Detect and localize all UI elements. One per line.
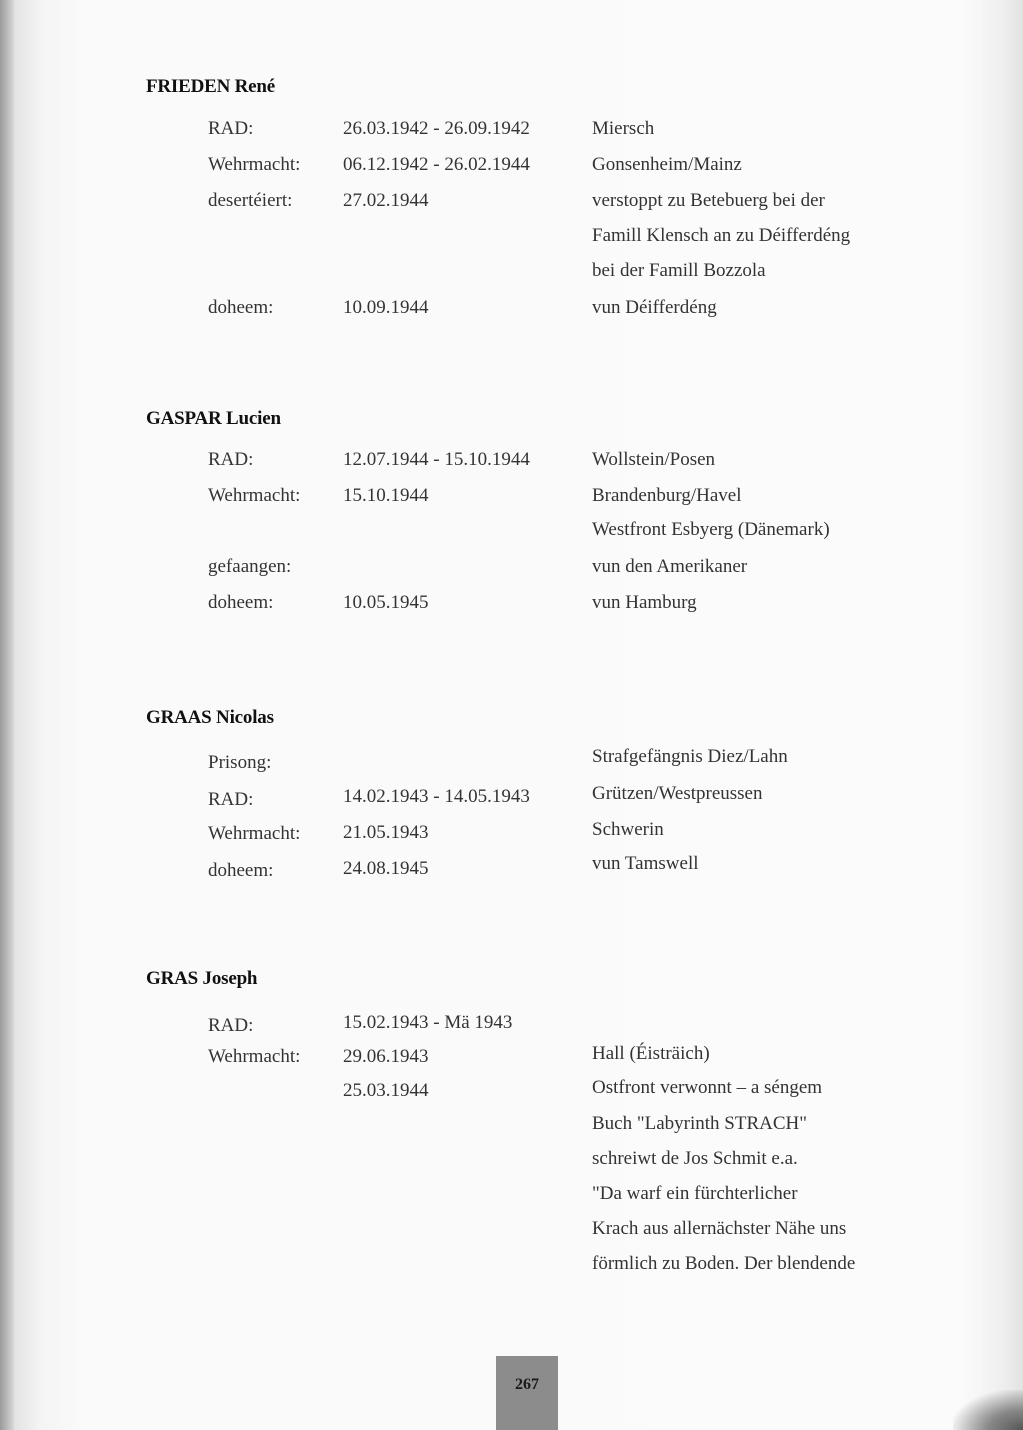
row-place: vun Déifferdéng — [592, 297, 717, 318]
record-row — [0, 260, 1023, 296]
row-date: 14.02.1943 - 14.05.1943 — [343, 786, 530, 807]
person-name: FRIEDEN René — [146, 76, 276, 97]
record-row — [0, 746, 1023, 782]
row-label: Wehrmacht: — [208, 154, 301, 175]
row-label: desertéiert: — [208, 190, 293, 211]
row-label: RAD: — [208, 118, 254, 139]
row-label: doheem: — [208, 860, 274, 881]
record-row — [0, 1183, 1023, 1219]
row-date: 10.05.1945 — [343, 592, 429, 613]
row-place: vun den Amerikaner — [592, 556, 748, 577]
record-row — [0, 592, 1023, 628]
row-place: Gonsenheim/Mainz — [592, 154, 742, 175]
row-date: 27.02.1944 — [343, 190, 429, 211]
record-row — [0, 556, 1023, 592]
row-date: 24.08.1945 — [343, 858, 429, 879]
record-row — [0, 519, 1023, 555]
row-place: "Da warf ein fürchterlicher — [592, 1183, 798, 1204]
row-place: schreiwt de Jos Schmit e.a. — [592, 1148, 798, 1169]
record-row — [0, 1043, 1023, 1079]
person-name: GASPAR Lucien — [146, 408, 281, 429]
record-row — [0, 297, 1023, 333]
row-date: 12.07.1944 - 15.10.1944 — [343, 449, 530, 470]
row-place: Buch "Labyrinth STRACH" — [592, 1113, 808, 1134]
row-place: Schwerin — [592, 819, 664, 840]
record-row — [0, 190, 1023, 226]
record-row — [0, 485, 1023, 521]
record-row — [0, 1148, 1023, 1184]
row-place: Westfront Esbyerg (Dänemark) — [592, 519, 830, 540]
page-corner-shadow — [953, 1390, 1023, 1430]
record-row — [0, 225, 1023, 261]
row-label: Wehrmacht: — [208, 485, 301, 506]
row-date: 15.10.1944 — [343, 485, 429, 506]
row-place: Wollstein/Posen — [592, 449, 716, 470]
page-number: 267 — [496, 1356, 558, 1430]
row-label: RAD: — [208, 789, 254, 810]
record-row — [0, 783, 1023, 819]
row-place: Ostfront verwonnt – a séngem — [592, 1077, 823, 1098]
row-place: Miersch — [592, 118, 655, 139]
person-name: GRAS Joseph — [146, 968, 258, 989]
row-place: Brandenburg/Havel — [592, 485, 742, 506]
row-date: 15.02.1943 - Mä 1943 — [343, 1012, 513, 1033]
person-name: GRAAS Nicolas — [146, 707, 274, 728]
row-date: 06.12.1942 - 26.02.1944 — [343, 154, 530, 175]
row-label: RAD: — [208, 1015, 254, 1036]
row-label: Wehrmacht: — [208, 823, 301, 844]
record-row — [0, 1253, 1023, 1289]
row-place: Hall (Éisträich) — [592, 1043, 710, 1064]
row-date: 10.09.1944 — [343, 297, 429, 318]
row-place: Krach aus allernächster Nähe uns — [592, 1218, 847, 1239]
row-place: bei der Famill Bozzola — [592, 260, 766, 281]
record-row — [0, 1113, 1023, 1149]
record-row — [0, 1077, 1023, 1113]
row-date: 21.05.1943 — [343, 822, 429, 843]
row-label: Wehrmacht: — [208, 1046, 301, 1067]
record-row — [0, 118, 1023, 154]
row-place: förmlich zu Boden. Der blendende — [592, 1253, 856, 1274]
row-label: doheem: — [208, 297, 274, 318]
row-place: Famill Klensch an zu Déifferdéng — [592, 225, 851, 246]
row-place: vun Hamburg — [592, 592, 697, 613]
row-date: 26.03.1942 - 26.09.1942 — [343, 118, 530, 139]
row-place: verstoppt zu Betebuerg bei der — [592, 190, 825, 211]
row-label: Prisong: — [208, 752, 272, 773]
row-label: gefaangen: — [208, 556, 292, 577]
row-label: RAD: — [208, 449, 254, 470]
row-label: doheem: — [208, 592, 274, 613]
record-row — [0, 154, 1023, 190]
record-row — [0, 819, 1023, 855]
row-date: 29.06.1943 — [343, 1046, 429, 1067]
row-place: vun Tamswell — [592, 853, 699, 874]
record-row — [0, 449, 1023, 485]
record-row — [0, 853, 1023, 889]
record-row — [0, 1218, 1023, 1254]
row-date: 25.03.1944 — [343, 1080, 429, 1101]
row-place: Strafgefängnis Diez/Lahn — [592, 746, 788, 767]
row-place: Grützen/Westpreussen — [592, 783, 763, 804]
